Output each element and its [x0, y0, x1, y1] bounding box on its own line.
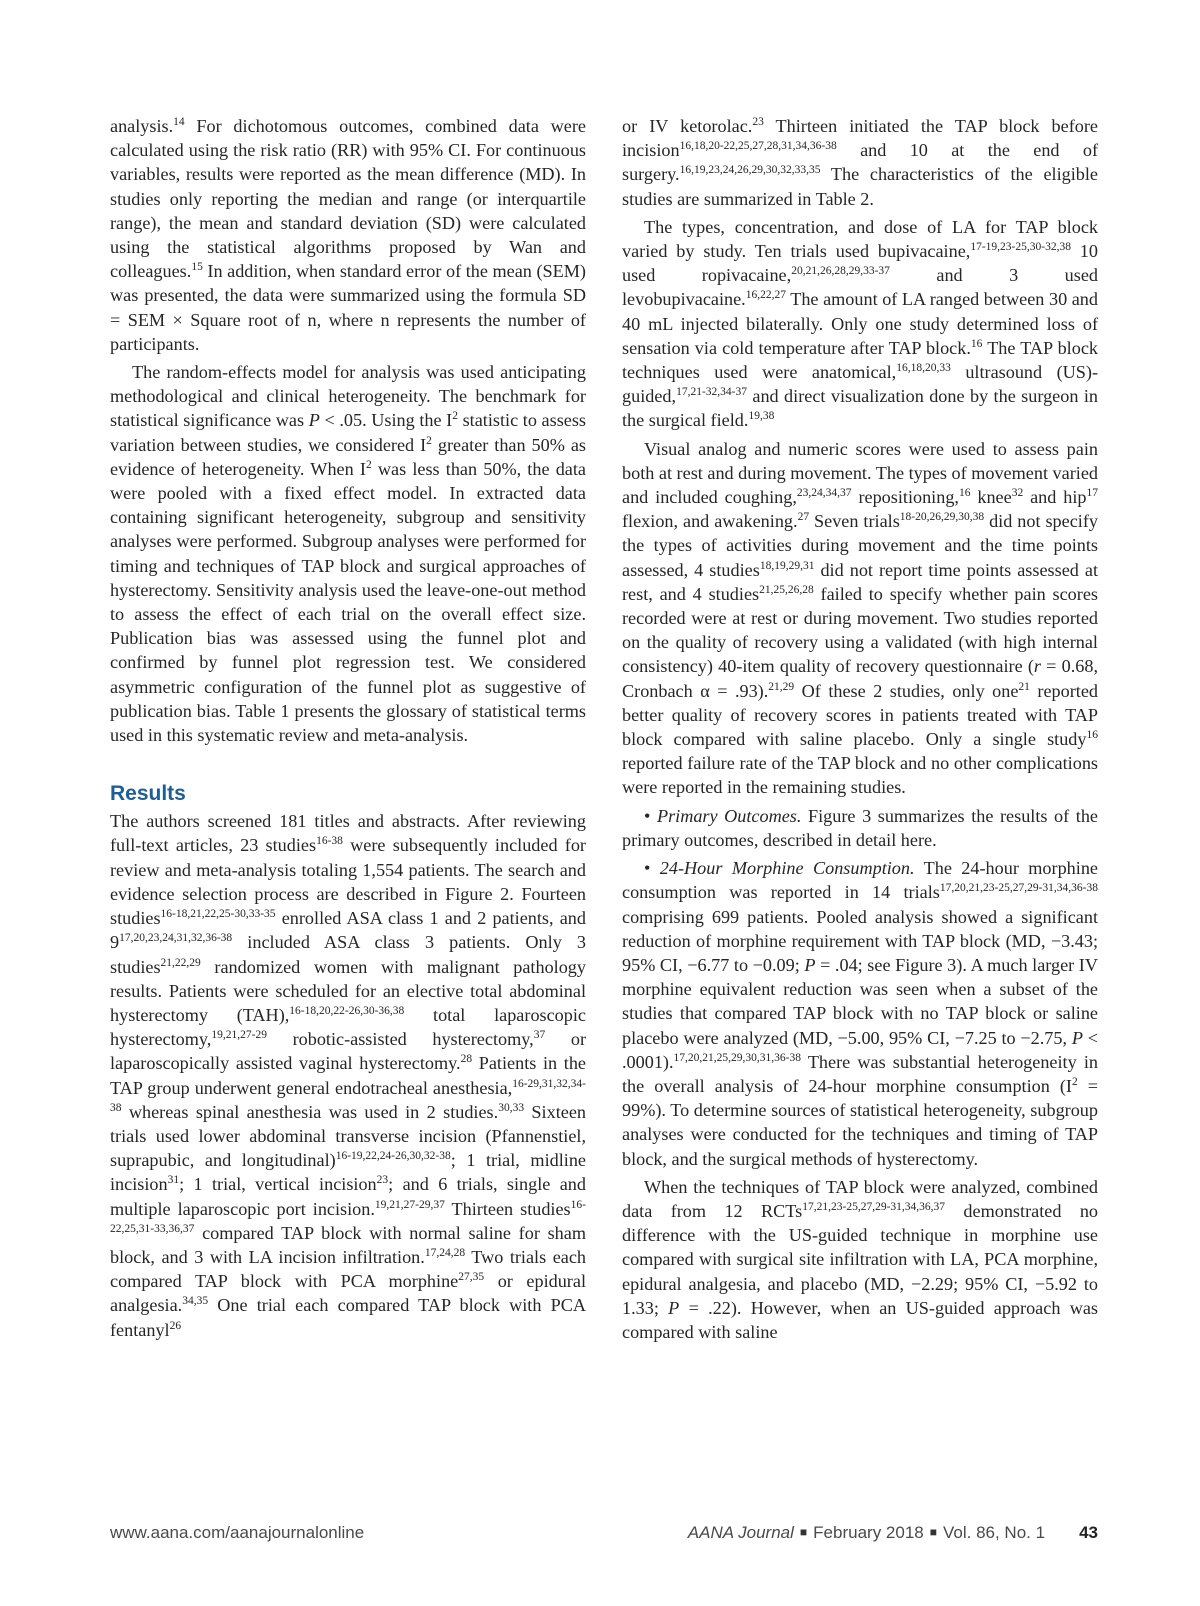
page-number: 43 — [1079, 1523, 1098, 1542]
right-column — [622, 114, 1098, 1344]
left-column — [110, 114, 586, 1342]
separator-square: ■ — [799, 1525, 808, 1539]
footer-url[interactable]: www.aana.com/aanajournalonline — [110, 1523, 365, 1542]
paragraph: The types, concentration, and dose of LA for TAP block varied by study. Ten trials used bupivacaine,$^{17-19,23-25,30-32,38}$ 10 used ropivacaine,$^{20,21,26,28,29,33-37}$ and 3 used levobupivacaine.$^{16,22,27}$ The amount of LA ranged between 30 and 40 mL injected bilaterally. Only one study determined loss of sensation via cold temperature after TAP block.$^{16}$ The TAP block techniques used were anatomical,$^{16,18,20,33}$ ultrasound (US)-guided,$^{17,21-32,34-37}$ and direct visualization done by the surgeon in the surgical field.$^{19,38}$ — [622, 216, 1099, 431]
paragraph: analysis.$^{14}$ For dichotomous outcomes, combined data were calculated using the risk ratio (RR) with 95% CI. For continuous variables, results were reported as the mean difference (MD). In studies only reporting the median and range (or interquartile range), the mean and standard deviation (SD) were calculated using the statistical algorithms proposed by Wan and colleagues.$^{15}$ In addition, when standard error of the mean (SEM) was presented, the data were summarized using the formula SD = SEM × Square root of n, where n represents the number of participants. — [110, 115, 586, 354]
separator-square: ■ — [929, 1525, 937, 1539]
issue-date: February 2018 — [813, 1523, 924, 1542]
paragraph: • Primary Outcomes. Figure 3 summarizes the results of the primary outcomes, described in detail here. — [622, 805, 1098, 850]
paragraph: When the techniques of TAP block were analyzed, combined data from 12 RCTs$^{17,21,23-25,27,29-31,34,36,37}$ demonstrated no difference with the US-guided technique in morphine use compared with surgical site infiltration with LA, PCA morphine, epidural analgesia, and placebo (MD, −2.29; 95% CI, −5.92 to 1.33; P = .22). However, when an US-guided approach was compared with saline — [622, 1176, 1099, 1342]
paragraph: or IV ketorolac.$^{23}$ Thirteen initiated the TAP block before incision$^{16,18,20-22,25,27,28,31,34,36-38}$ and 10 at the end of surgery.$^{16,19,23,24,26,29,30,32,33,35}$ The characteristics of the eligible studies are summarized in Table 2. — [622, 115, 1098, 209]
journal-name: AANA Journal — [687, 1523, 794, 1542]
volume: Vol. 86, No. 1 — [943, 1523, 1046, 1542]
paragraph: The random-effects model for analysis was used anticipating methodological and clinical heterogeneity. The benchmark for statistical significance was P < .05. Using the $I^2$ statistic to assess variation between studies, we considered $I^2$ greater than 50% as evidence of heterogeneity. When $I^2$ was less than 50%, the data were pooled with a fixed effect model. In extracted data containing significant heterogeneity, subgroup and sensitivity analyses were performed. Subgroup analyses were performed for timing and techniques of TAP block and surgical approaches of hysterectomy. Sensitivity analysis used the leave-one-out method to assess the effect of each trial on the overall effect size. Publication bias was assessed using the funnel plot and confirmed by funnel plot regression test. We considered asymmetric configuration of the funnel plot as suggestive of publication bias. Table 1 presents the glossary of statistical terms used in this systematic review and meta-analysis. — [110, 362, 587, 746]
results-heading: Results — [110, 782, 186, 806]
paragraph: The authors screened 181 titles and abstracts. After reviewing full-text articles, 23 studies$^{16-38}$ were subsequently included for review and meta-analysis totaling 1,554 patients. The search and evidence selection process are described in Figure 2. Fourteen studies$^{16-18,21,22,25-30,33-35}$ enrolled ASA class 1 and 2 patients, and 9$^{17,20,23,24,31,32,36-38}$ included ASA class 3 patients. Only 3 studies$^{21,22,29}$ randomized women with malignant pathology results. Patients were scheduled for an elective total abdominal hysterectomy (TAH),$^{16-18,20,22-26,30-36,38}$ total laparoscopic hysterectomy,$^{19,21,27-29}$ robotic-assisted hysterectomy,$^{37}$ or laparoscopically assisted vaginal hysterectomy.$^{28}$ Patients in the TAP group underwent general endotracheal anesthesia,$^{16-29,31,32,34-38}$ whereas spinal anesthesia was used in 2 studies.$^{30,33}$ Sixteen trials used lower abdominal transverse incision (Pfannenstiel, suprapubic, and longitudinal)$^{16-19,22,24-26,30,32-38}$; 1 trial, midline incision$^{31}$; 1 trial, vertical incision$^{23}$; and 6 trials, single and multiple laparoscopic port incision.$^{19,21,27-29,37}$ Thirteen studies$^{16-22,25,31-33,36,37}$ compared TAP block with normal saline for sham block, and 3 with LA incision infiltration.$^{17,24,28}$ Two trials each compared TAP block with PCA morphine$^{27,35}$ or epidural analgesia.$^{34,35}$ One trial each compared TAP block with PCA fentanyl$^{26}$ — [110, 811, 586, 1340]
paragraph: Visual analog and numeric scores were used to assess pain both at rest and during movement. The types of movement varied and included coughing,$^{23,24,34,37}$ repositioning,$^{16}$ knee$^{32}$ and hip$^{17}$ flexion, and awakening.$^{27}$ Seven trials$^{18-20,26,29,30,38}$ did not specify the types of activities during movement and the time points assessed, 4 studies$^{18,19,29,31}$ did not report time points assessed at rest, and 4 studies$^{21,25,26,28}$ failed to specify whether pain scores recorded were at rest or during movement. Two studies reported on the quality of recovery using a validated (with high internal consistency) 40-item quality of recovery questionnaire (r = 0.68, Cronbach α = .93).$^{21,29}$ Of these 2 studies, only one$^{21}$ reported better quality of recovery scores in patients treated with TAP block compared with saline placebo. Only a single study$^{16}$ reported failure rate of the TAP block and no other complications were reported in the remaining studies. — [622, 438, 1098, 798]
paragraph: • 24-Hour Morphine Consumption. The 24-hour morphine consumption was reported in 14 trials$^{17,20,21,23-25,27,29-31,34,36-38}$ comprising 699 patients. Pooled analysis showed a significant reduction of morphine requirement with TAP block (MD, −3.43; 95% CI, −6.77 to −0.09; P = .04; see Figure 3). A much larger IV morphine equivalent reduction was seen when a subset of the studies that compared TAP block with no TAP block or saline placebo were analyzed (MD, −5.00, 95% CI, −7.25 to −2.75, P < .0001).$^{17,20,21,25,29,30,31,36-38}$ There was substantial heterogeneity in the overall analysis of 24-hour morphine consumption $(I^2 = 99\%)$. To determine sources of statistical heterogeneity, subgroup analyses were conducted for the techniques and timing of TAP block, and the surgical methods of hysterectomy. — [622, 858, 1099, 1169]
footer-citation — [688, 1523, 1098, 1543]
